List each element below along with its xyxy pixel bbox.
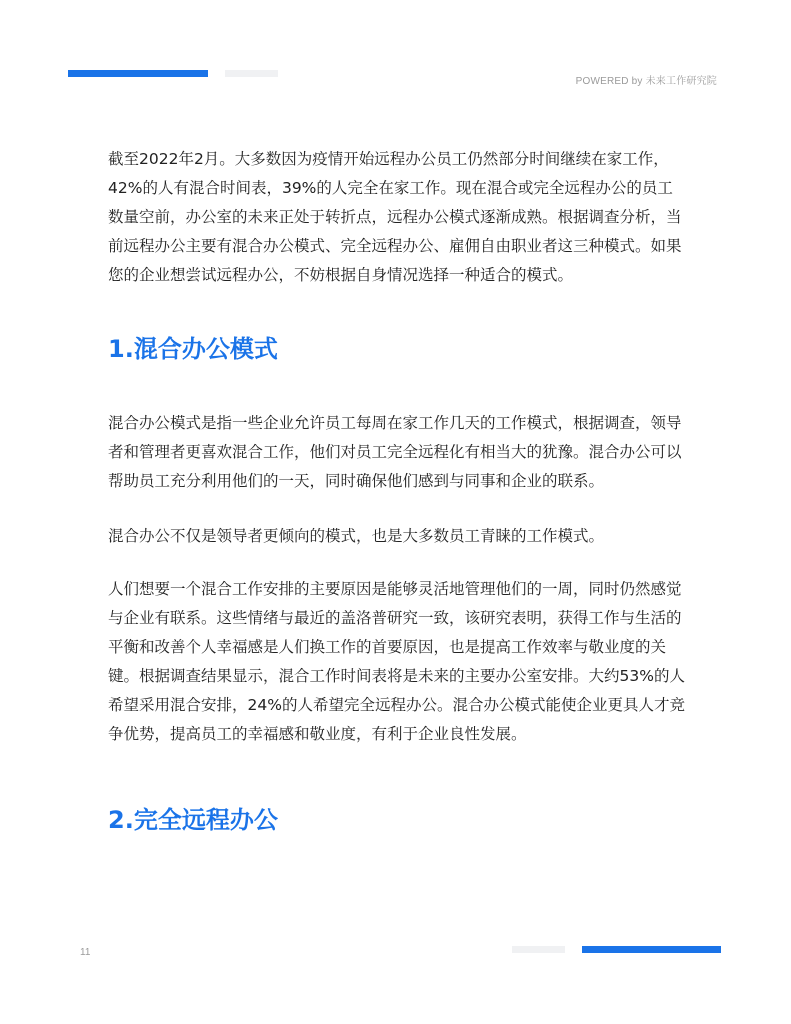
footer-grey-bar xyxy=(512,946,565,953)
header-grey-bar xyxy=(225,70,278,77)
section-1-paragraph-1: 混合办公模式是指一些企业允许员工每周在家工作几天的工作模式，根据调查，领导者和管理者更喜欢混合工作，他们对员工完全远程化有相当大的犹豫。混合办公可以帮助员工充分利用他们的一天，同时确保他们感到与同事和企业的联系。 xyxy=(108,414,682,490)
section-1-paragraph-2: 混合办公不仅是领导者更倾向的模式，也是大多数员工青睐的工作模式。 xyxy=(108,527,605,545)
intro-paragraph: 截至2022年2月。大多数因为疫情开始远程办公员工仍然部分时间继续在家工作，42%的人有混合时间表，39%的人完全在家工作。现在混合或完全远程办公的员工数量空前，办公室的未来正处于转折点，远程办公模式逐渐成熟。根据调查分析，当前远程办公主要有混合办公模式、完全远程办公、雇佣自由职业者这三种模式。如果您的企业想尝试远程办公，不妨根据自身情况选择一种适合的模式。 xyxy=(108,150,682,284)
page-number: 11 xyxy=(80,947,91,958)
header-accent-bar xyxy=(68,70,208,77)
footer-accent-bar xyxy=(582,946,721,953)
powered-by-label: POWERED by 未来工作研究院 xyxy=(575,76,717,87)
section-2-heading: 2.完全远程办公 xyxy=(108,806,278,834)
section-1-paragraph-3: 人们想要一个混合工作安排的主要原因是能够灵活地管理他们的一周，同时仍然感觉与企业有联系。这些情绪与最近的盖洛普研究一致，该研究表明，获得工作与生活的平衡和改善个人幸福感是人们换工作的首要原因，也是提高工作效率与敬业度的关键。根据调查结果显示，混合工作时间表将是未来的主要办公室安排。大约53%的人希望采用混合安排，24%的人希望完全远程办公。混合办公模式能使企业更具人才竞争优势，提高员工的幸福感和敬业度，有利于企业良性发展。 xyxy=(108,580,685,743)
section-1-heading: 1.混合办公模式 xyxy=(108,335,278,363)
